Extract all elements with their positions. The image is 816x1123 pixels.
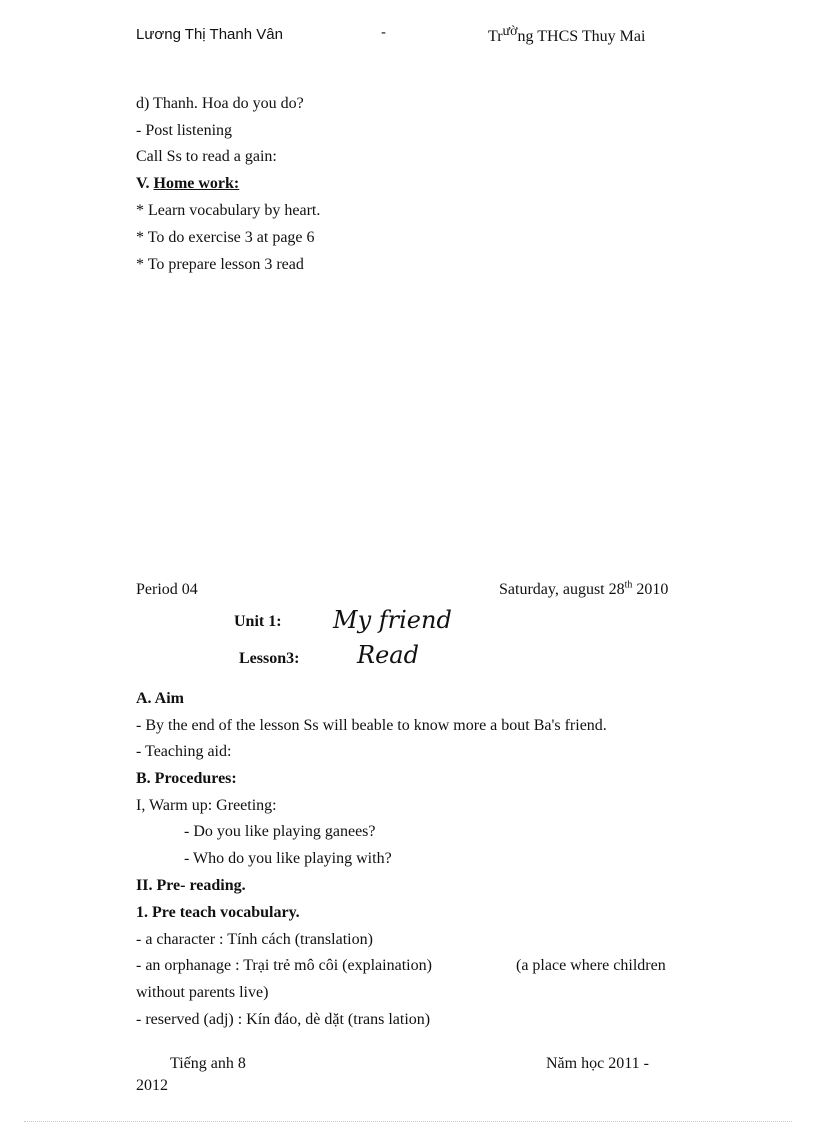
header-school-prefix: Tr [488,28,503,45]
lesson-date [499,580,668,600]
aim-line: - By the end of the lesson Ss will beable to know more a bout Ba's friend. [136,717,607,734]
prereading-heading: II. Pre- reading. [136,877,246,894]
header-author: Lương Thị Thanh Vân [136,26,283,43]
vocab-heading: 1. Pre teach vocabulary. [136,904,300,921]
vocab-explanation-cont: without parents live) [136,984,269,1001]
period-label: Period 04 [136,581,198,598]
date-prefix: Saturday, august 28 [499,581,625,598]
homework-item: * To prepare lesson 3 read [136,256,304,273]
aim-heading: A. Aim [136,690,184,707]
aim-line: - Teaching aid: [136,743,232,760]
dialog-line: d) Thanh. Hoa do you do? [136,95,304,112]
footer-school-year: Năm học 2011 - [546,1055,649,1072]
homework-label: Home work: [153,175,240,192]
unit-title: My friend [333,606,452,634]
post-listening-line: - Post listening [136,122,233,139]
header-school-sup: ườ [502,24,518,39]
date-sup: th [624,579,633,591]
lesson-title: Read [357,641,419,669]
homework-prefix: V. [136,175,154,192]
lesson-label: Lesson3: [239,650,300,667]
procedures-heading: B. Procedures: [136,770,237,787]
footer-subject: Tiếng anh 8 [170,1055,246,1072]
vocab-item: - an orphanage : Trại trẻ mô côi (explaination) [136,957,432,974]
homework-item: * Learn vocabulary by heart. [136,202,321,219]
vocab-explanation: (a place where children [516,957,666,974]
homework-heading [136,174,239,194]
homework-item: * To do exercise 3 at page 6 [136,229,315,246]
vocab-item: - a character : Tính cách (translation) [136,931,373,948]
call-read-line: Call Ss to read a gain: [136,148,277,165]
warmup-line: I, Warm up: Greeting: [136,797,277,814]
unit-label: Unit 1: [234,613,282,630]
footer-year-end: 2012 [136,1077,168,1094]
page-boundary-divider [24,1121,792,1122]
date-suffix: 2010 [632,581,669,598]
vocab-item: - reserved (adj) : Kín đáo, dè dặt (trans lation) [136,1011,431,1028]
header-school [488,24,646,46]
warmup-item: - Do you like playing ganees? [184,823,376,840]
header-school-rest: ng THCS Thuy Mai [517,28,646,45]
header-dash: - [381,24,386,41]
warmup-item: - Who do you like playing with? [184,850,392,867]
